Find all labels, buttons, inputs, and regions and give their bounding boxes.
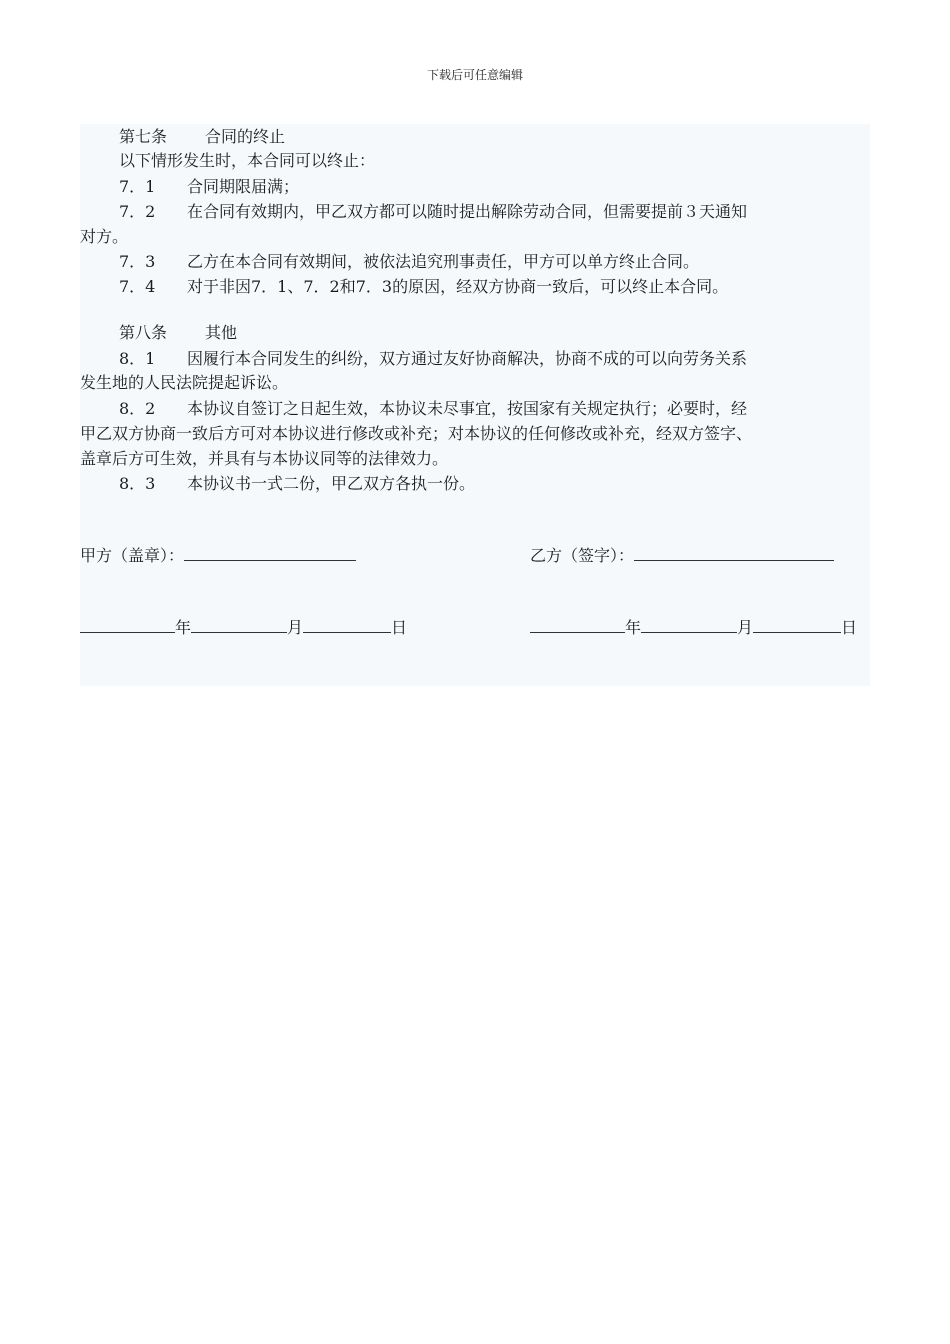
- contract-body: [80, 124, 870, 686]
- party-a-signature-line[interactable]: [184, 546, 356, 561]
- party-b-year-blank[interactable]: [530, 618, 625, 633]
- clause-8-3: [119, 474, 475, 494]
- party-b-signature: [530, 546, 834, 566]
- party-a-date: [80, 618, 407, 638]
- party-b-signature-line[interactable]: [634, 546, 834, 561]
- article-7-label: 第七条: [119, 127, 168, 146]
- year-label: 年: [625, 618, 642, 637]
- clause-8-1: [119, 349, 747, 369]
- article-8-label: 第八条: [119, 323, 168, 342]
- clause-text: 因履行本合同发生的纠纷，双方通过友好协商解决，协商不成的可以向劳务关系: [187, 349, 748, 368]
- party-b-day-blank[interactable]: [753, 618, 841, 633]
- clause-text: 合同期限届满；: [187, 177, 300, 196]
- month-label: 月: [737, 618, 754, 637]
- clause-number: 7．3: [119, 252, 156, 271]
- clause-text: 本协议自签订之日起生效，本协议未尽事宜，按国家有关规定执行；必要时，经: [187, 399, 748, 418]
- clause-number: 7．1: [119, 177, 156, 196]
- party-a-day-blank[interactable]: [303, 618, 391, 633]
- party-a-signature: [80, 546, 356, 566]
- party-a-year-blank[interactable]: [80, 618, 175, 633]
- clause-text: 在合同有效期内，甲乙双方都可以随时提出解除劳动合同，但需要提前３天通知: [187, 202, 748, 221]
- clause-7-3: [119, 252, 699, 272]
- article-7-heading: [119, 127, 285, 147]
- clause-8-2-continued: 甲乙双方协商一致后方可对本协议进行修改或补充；对本协议的任何修改或补充，经双方签字、: [80, 424, 753, 443]
- day-label: 日: [841, 618, 858, 637]
- article-7-title: 合同的终止: [205, 127, 286, 146]
- clause-text: 对于非因7．1、7．2和7．3的原因，经双方协商一致后，可以终止本合同。: [187, 277, 729, 296]
- day-label: 日: [391, 618, 408, 637]
- clause-8-2-continued-2: 盖章后方可生效，并具有与本协议同等的法律效力。: [80, 449, 449, 468]
- clause-number: 7．4: [119, 277, 156, 296]
- clause-number: 8．1: [119, 349, 156, 368]
- party-a-month-blank[interactable]: [191, 618, 287, 633]
- article-8-title: 其他: [205, 323, 238, 342]
- page-header: 下载后可任意编辑: [426, 68, 523, 82]
- party-a-label: 甲方（盖章）：: [80, 546, 185, 565]
- clause-text: 乙方在本合同有效期间，被依法追究刑事责任，甲方可以单方终止合同。: [187, 252, 700, 271]
- clause-8-1-continued: 发生地的人民法院提起诉讼。: [80, 373, 289, 392]
- party-b-date: [530, 618, 857, 638]
- article-7-intro: 以下情形发生时，本合同可以终止：: [119, 151, 376, 170]
- clause-7-2: [119, 202, 747, 222]
- clause-7-1: [119, 177, 299, 197]
- clause-7-2-continued: 对方。: [80, 227, 129, 246]
- clause-text: 本协议书一式二份，甲乙双方各执一份。: [187, 474, 476, 493]
- clause-number: 8．3: [119, 474, 156, 493]
- party-b-month-blank[interactable]: [641, 618, 737, 633]
- party-b-label: 乙方（签字）：: [530, 546, 635, 565]
- month-label: 月: [287, 618, 304, 637]
- year-label: 年: [175, 618, 192, 637]
- article-8-heading: [119, 323, 237, 343]
- clause-number: 8．2: [119, 399, 156, 418]
- clause-number: 7．2: [119, 202, 156, 221]
- clause-8-2: [119, 399, 747, 419]
- clause-7-4: [119, 277, 728, 297]
